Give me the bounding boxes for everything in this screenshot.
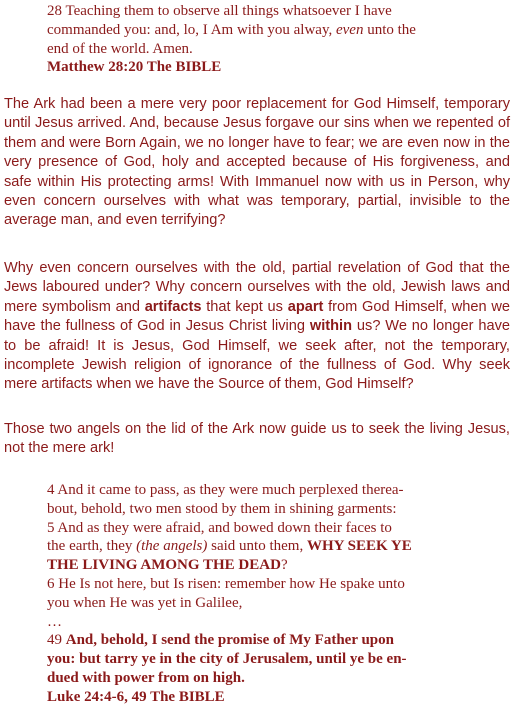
quote-line: [47, 21, 506, 40]
quote-text: ?: [280, 557, 288, 574]
quote-text: commanded you: and, lo, I Am with you alway,: [47, 21, 336, 38]
quote-bold-text: WHY SEEK YE: [306, 538, 412, 555]
quote-line: 4 And it came to pass, as they were much perplexed therea-: [47, 482, 404, 498]
paragraph-text: that kept us: [201, 298, 288, 315]
paragraph-text: us? We no longer have to be afraid! It is Jesus, God Himself, we seek after, not the temporary, incomplete Jewish religion of ignorance of the fullness of God. Why seek mere artifacts when we have the Source of them, God Himself?: [4, 318, 510, 393]
quote-italic-text: (the angels): [136, 538, 208, 555]
emphasis-text: apart: [287, 298, 324, 315]
quote-line: [47, 537, 506, 556]
quote-line: [47, 631, 506, 650]
quote-line: [47, 556, 506, 575]
quote-text: said unto them,: [207, 538, 307, 555]
luke-quote: [47, 481, 506, 707]
scripture-reference: Luke 24:4-6, 49 The BIBLE: [47, 688, 225, 705]
paragraph-text: Why even concern ourselves with the old, partial revelation of God that the Jews laboured under? Why concern ourselves with the old, Jewish laws and mere symbolism and: [4, 260, 510, 315]
quote-line: you when He was yet in Galilee,: [47, 594, 243, 611]
body-paragraph-angels: Those two angels on the lid of the Ark now guide us to seek the living Jesus, not the mere ark!: [4, 421, 510, 457]
quote-italic-text: even: [335, 21, 364, 38]
emphasis-text: artifacts: [144, 298, 202, 315]
quote-line: you: but tarry ye in the city of Jerusalem, until ye be en-: [47, 651, 407, 668]
paragraph-text: from God Himself, when we have the fullness of God in Jesus Christ living: [4, 298, 511, 335]
quote-line: bout, behold, two men stood by them in shining garments:: [47, 500, 397, 517]
ellipsis: …: [47, 613, 62, 630]
emphasis-text: within: [309, 318, 353, 335]
body-paragraph-ark: The Ark had been a mere very poor replacement for God Himself, temporary until Jesus arrived. And, because Jesus forgave our sins when we repented of them and were Born Again, we no longer have to fear; we are even now in the very presence of God, holy and accepted because of His forgiveness, and safe within His protecting arms! With Immanuel now with us in Person, why even concern ourselves with what was temporary, partial, invisible to the average man, and even terrifying?: [4, 96, 510, 229]
quote-line: 28 Teaching them to observe all things whatsoever I have: [47, 3, 392, 19]
quote-line: 6 He Is not here, but Is risen: remember how He spake unto: [47, 575, 405, 592]
body-paragraph-why-concern: [4, 259, 510, 395]
matthew-quote: [47, 2, 506, 77]
quote-line: dued with power from on high.: [47, 669, 245, 686]
quote-bold-text: And, behold, I send the promise of My Father upon: [65, 632, 394, 649]
quote-bold-text: THE LIVING AMONG THE DEAD: [47, 557, 281, 574]
quote-text: the earth, they: [47, 538, 137, 555]
quote-text: unto the: [363, 21, 416, 38]
quote-line: end of the world. Amen.: [47, 40, 193, 57]
quote-line: 5 And as they were afraid, and bowed down their faces to: [47, 519, 392, 536]
quote-text: 49: [47, 632, 66, 649]
scripture-reference: Matthew 28:20 The BIBLE: [47, 59, 222, 76]
